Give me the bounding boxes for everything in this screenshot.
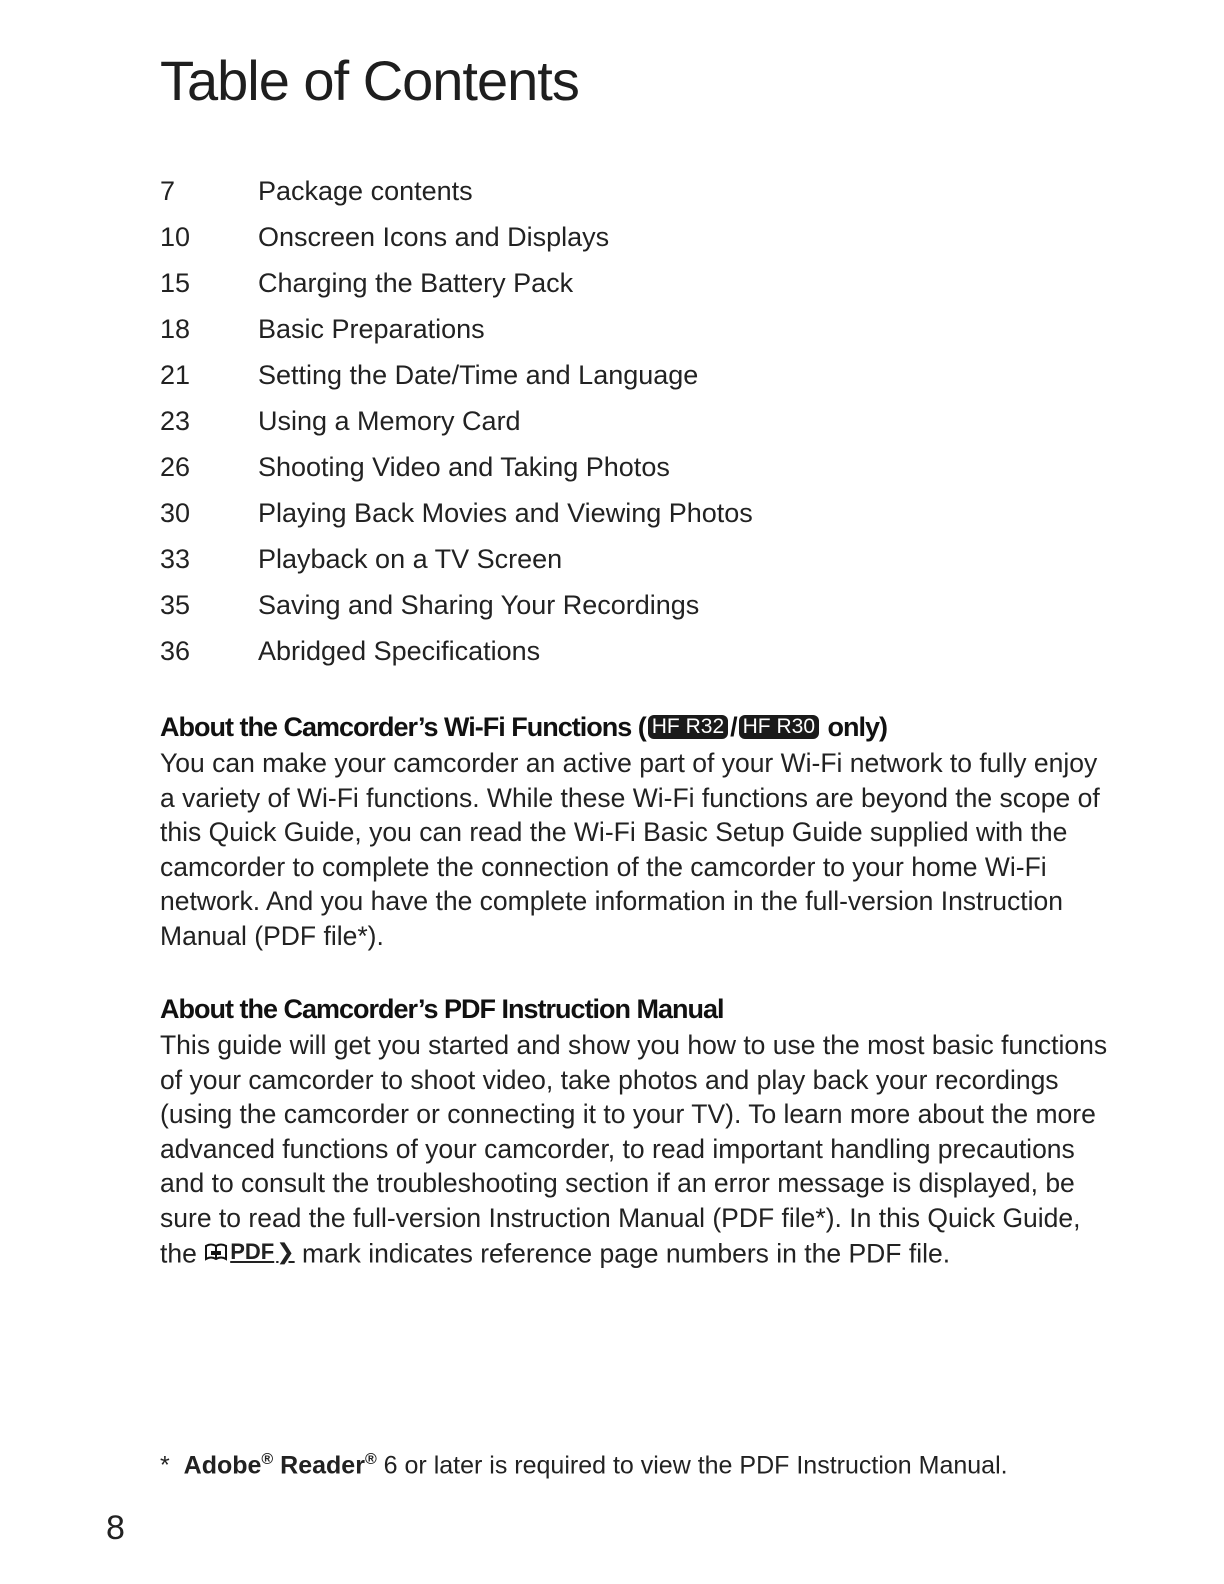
toc-entry-title: Setting the Date/Time and Language <box>258 359 699 390</box>
toc-page-number: 35 <box>160 589 191 620</box>
toc-entry-title: Charging the Battery Pack <box>258 267 574 298</box>
toc-entry-title: Saving and Sharing Your Recordings <box>258 589 700 620</box>
wifi-section-heading <box>160 708 1110 746</box>
pdf-body-before: This guide will get you started and show you how to use the most basic functions of your camcorder to shoot video, take photos and play back your recordings (using the camcorder or connecting it to your TV). To learn more about the more advanced functions of your camcorder, to read important handling precautions and to consult the troubleshooting section if an error message is displayed, be sure to read the full-version Instruction Manual (PDF file*). In this Quick Guide, the <box>160 1030 1108 1269</box>
toc-entry-title: Playback on a TV Screen <box>258 543 563 574</box>
toc-page-number: 30 <box>160 497 191 528</box>
pdf-section-heading: About the Camcorder’s PDF Instruction Manual <box>160 994 724 1024</box>
wifi-heading-suffix: only) <box>821 712 887 742</box>
pdf-reference-mark <box>204 1235 294 1270</box>
pdf-body-after: mark indicates reference page numbers in the PDF file. <box>294 1238 951 1269</box>
toc-page-number: 26 <box>160 451 191 482</box>
wifi-heading-prefix: About the Camcorder’s Wi-Fi Functions ( <box>160 712 646 742</box>
toc-entry <box>160 628 753 674</box>
toc-entry <box>160 168 753 214</box>
toc-page-number: 10 <box>160 221 191 252</box>
page-number: 8 <box>106 1509 125 1547</box>
pdf-mark-chevron: ❯ <box>276 1239 295 1264</box>
toc-entry-title: Onscreen Icons and Displays <box>258 221 610 252</box>
footnote-text: 6 or later is required to view the PDF Instruction Manual. <box>376 1451 1008 1480</box>
wifi-heading-separator: / <box>730 712 737 742</box>
toc-entry-title: Abridged Specifications <box>258 635 541 666</box>
toc-page-number: 7 <box>160 175 176 206</box>
wifi-section <box>160 708 1110 953</box>
toc-entry-title: Basic Preparations <box>258 313 485 344</box>
toc-page-number: 23 <box>160 405 191 436</box>
toc-entry <box>160 214 753 260</box>
footnote-brand-reader: Reader <box>280 1451 365 1480</box>
pdf-manual-section <box>160 990 1110 1271</box>
toc-entry <box>160 260 753 306</box>
toc-page-number: 15 <box>160 267 191 298</box>
footnote-brand-adobe: Adobe <box>183 1451 262 1480</box>
toc-entry-title: Shooting Video and Taking Photos <box>258 451 670 482</box>
toc-entry <box>160 398 753 444</box>
toc-entry <box>160 536 753 582</box>
toc-entry-title: Playing Back Movies and Viewing Photos <box>258 497 753 528</box>
toc-page-number: 36 <box>160 635 191 666</box>
toc-page-number: 21 <box>160 359 191 390</box>
toc-entry-title: Package contents <box>258 175 473 206</box>
toc-entry-title: Using a Memory Card <box>258 405 521 436</box>
wifi-section-body: You can make your camcorder an active part of your Wi-Fi network to fully enjoy a variety of Wi-Fi functions. While these Wi-Fi functions are beyond the scope of this Quick Guide, you can read the Wi-Fi Basic Setup Guide supplied with the camcorder to complete the connection of the camcorder to your home Wi-Fi network. And you have the complete information in the full-version Instruction Manual (PDF file*). <box>160 748 1100 951</box>
toc-entry <box>160 444 753 490</box>
pdf-section-body <box>160 1028 1110 1271</box>
model-badge-hf-r32: HF R32 <box>648 715 728 739</box>
pdf-mark-label: PDF <box>230 1239 275 1264</box>
book-pdf-icon <box>204 1242 228 1262</box>
toc-page-number: 33 <box>160 543 191 574</box>
page-title: Table of Contents <box>160 49 579 112</box>
footnote <box>160 1442 1008 1483</box>
footnote-reg-mark-1: ® <box>261 1451 274 1468</box>
toc-entry <box>160 306 753 352</box>
toc-entry <box>160 490 753 536</box>
footnote-reg-mark-2: ® <box>364 1451 377 1468</box>
toc-entry <box>160 352 753 398</box>
toc-entry <box>160 582 753 628</box>
model-badge-hf-r30: HF R30 <box>739 715 819 739</box>
toc-page-number: 18 <box>160 313 191 344</box>
toc-list <box>160 168 753 674</box>
footnote-asterisk: * <box>160 1451 170 1480</box>
